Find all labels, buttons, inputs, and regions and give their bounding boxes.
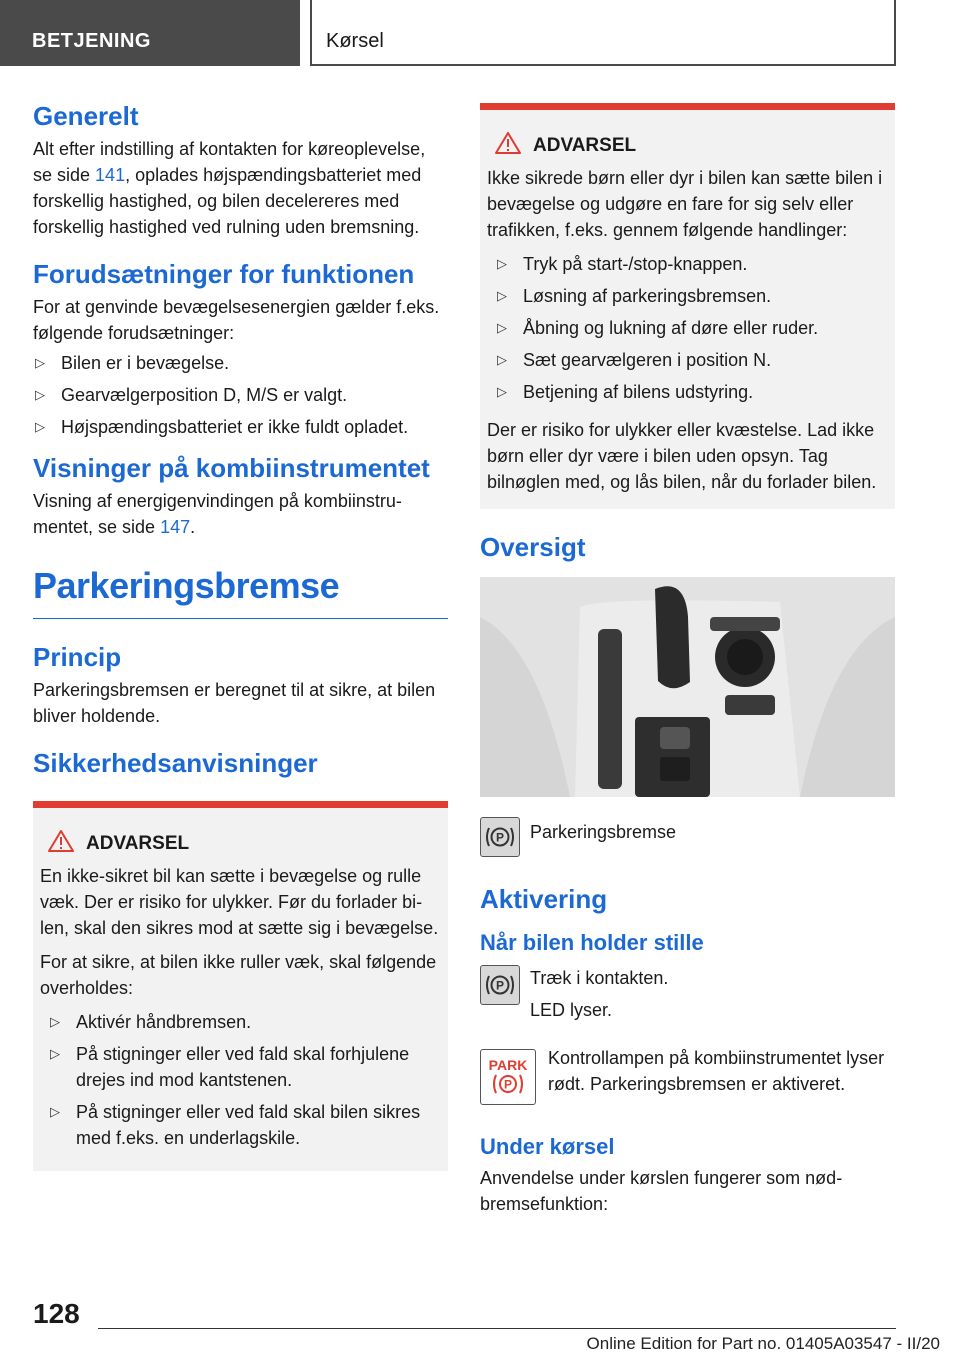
generelt-text: Alt efter indstilling af kontakten for køreoplevelse, se side 141, oplades højspændingsbatteriet med forskellig hastighed, og bilen decelereres med forskellig hastighed ved rulning uden bremsning. — [33, 139, 426, 237]
warning-header — [487, 132, 887, 159]
warning-list — [495, 251, 887, 405]
warning-title: ADVARSEL — [86, 833, 190, 854]
list-item: ▷ Betjening af bilens udstyring. — [495, 379, 887, 405]
warning-box — [33, 801, 448, 1171]
edition-note: Online Edition for Part no. 01405A03547 - II/20 — [586, 1334, 940, 1353]
parking-brake-icon — [480, 817, 520, 857]
section-tab: BETJENING — [0, 0, 300, 66]
kontrol-row — [480, 1049, 895, 1105]
warning-text: Der er risiko for ulykker eller kvæstelse. Lad ikke børn eller dyr være i bilen uden opsyn. Tag bilnøglen med, og lås bilen, når du forlader bilen. — [487, 420, 877, 492]
list-item: ▷ Tryk på start-/stop-knappen. — [495, 251, 887, 277]
warning-box — [480, 103, 895, 509]
warning-title: ADVARSEL — [533, 135, 637, 156]
princip-text: Parkeringsbremsen er beregnet til at sikre, at bilen bliver holdende. — [33, 680, 436, 726]
warning-text: En ikke-sikret bil kan sætte i bevægelse og rulle væk. Der er risiko for ulykker. Før du forlader bilen, skal den sikres mod at sætte sig i bevægelse. — [40, 866, 439, 938]
heading-holder: Når bilen holder stille — [480, 930, 704, 955]
list-item: ▷ På stigninger eller ved fald skal forhjulene drejes ind mod kantstenen. — [48, 1041, 440, 1093]
holder-text — [530, 965, 668, 1023]
page-title: Kørsel — [310, 0, 896, 66]
warning-header — [40, 830, 440, 857]
list-item: ▷ Aktivér håndbremsen. — [48, 1009, 440, 1035]
list-item: ▷ Åbning og lukning af døre eller ruder. — [495, 315, 887, 341]
console-image — [480, 577, 895, 797]
heading-princip: Princip — [33, 642, 122, 672]
park-label: PARK — [488, 1057, 528, 1073]
holder-line: Træk i kontakten. — [530, 968, 669, 988]
svg-text:P: P — [495, 978, 505, 993]
list-item: ▷ Sæt gearvælgeren i position N. — [495, 347, 887, 373]
page-link-147[interactable]: 147 — [160, 517, 191, 537]
list-item: ▷ Løsning af parkeringsbremsen. — [495, 283, 887, 309]
warning-list — [48, 1009, 440, 1151]
svg-text:P: P — [503, 1077, 513, 1092]
kontrol-text: Kontrollampen på kombiinstrumentet lyser rødt. Parkeringsbremsen er aktiveret. — [548, 1048, 885, 1094]
page-link-141[interactable]: 141 — [95, 165, 126, 185]
forudsaetninger-list — [33, 350, 448, 440]
left-column — [33, 100, 448, 1171]
list-item: ▷ Højspændingsbatteriet er ikke fuldt opladet. — [33, 414, 448, 440]
heading-visninger: Visninger på kombiinstrumentet — [33, 453, 430, 483]
holder-line: LED lyser. — [530, 1000, 613, 1020]
warning-text: Ikke sikrede børn eller dyr i bilen kan sætte bilen i bevægelse og udgøre en fare for sig selv eller trafikken, f.eks. gennem følgende handlinger: — [487, 168, 883, 240]
warning-icon — [48, 830, 74, 852]
heading-forudsaetninger: Forudsætninger for funktionen — [33, 259, 415, 289]
list-item: ▷ På stigninger eller ved fald skal bilen sikres med f.eks. en underlagskile. — [48, 1099, 440, 1151]
visninger-text: Visning af energigenvindingen på kombiinstrumentet, se side 147. — [33, 491, 402, 537]
under-text: Anvendelse under kørslen fungerer som nødbremsefunktion: — [480, 1168, 843, 1214]
heading-aktivering: Aktivering — [480, 884, 608, 914]
page-number: 128 — [33, 1298, 80, 1329]
chapter-title: Parkeringsbremse — [33, 564, 448, 619]
list-item: ▷ Bilen er i bevægelse. — [33, 350, 448, 376]
footer-divider — [98, 1328, 896, 1329]
heading-under: Under kørsel — [480, 1134, 615, 1159]
caption-row — [480, 817, 895, 857]
parking-brake-photo — [480, 577, 895, 797]
warning-text: For at sikre, at bilen ikke ruller væk, skal følgende overholdes: — [40, 952, 437, 998]
svg-text:P: P — [495, 830, 505, 845]
heading-oversigt: Oversigt — [480, 532, 586, 562]
heading-sikkerhed: Sikkerhedsanvisninger — [33, 748, 318, 778]
forudsaetninger-text: For at genvinde bevægelsesenergien gælder f.eks. følgende forudsætninger: — [33, 297, 440, 343]
heading-generelt: Generelt — [33, 101, 139, 131]
list-item: ▷ Gearvælgerposition D, M/S er valgt. — [33, 382, 448, 408]
parking-brake-icon — [480, 965, 520, 1005]
photo-caption: Parkeringsbremse — [530, 822, 677, 842]
warning-icon — [495, 132, 521, 154]
holder-row — [480, 965, 895, 1023]
right-column — [480, 103, 895, 1217]
park-warning-lamp-icon — [480, 1049, 536, 1105]
